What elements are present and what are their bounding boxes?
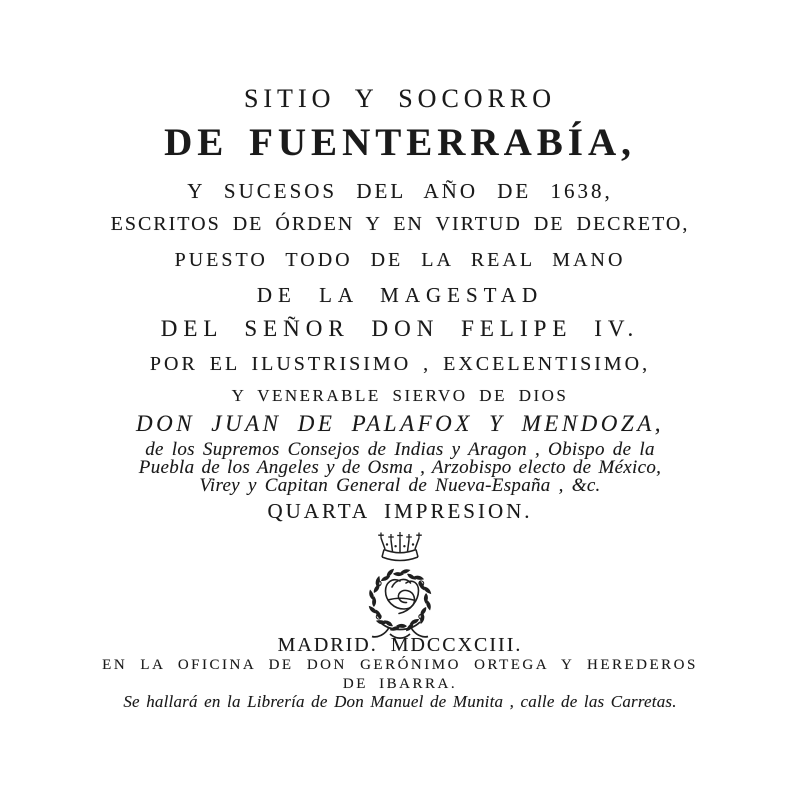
imprint-printer-line-1: EN LA OFICINA DE DON GERÓNIMO ORTEGA Y HEREDEROS <box>102 657 698 673</box>
subtitle-royal-hand-line: PUESTO TODO DE LA REAL MANO <box>174 249 626 271</box>
author-intro-line-2: Y VENERABLE SIERVO DE DIOS <box>231 386 569 405</box>
imprint-printer-line-2: DE IBARRA. <box>342 676 458 692</box>
subtitle-king-line: DEL SEÑOR DON FELIPE IV. <box>160 316 640 341</box>
printer-device-ornament <box>0 528 800 651</box>
title-line-1: SITIO Y SOCORRO <box>243 84 557 113</box>
subtitle-year-line: Y SUCESOS DEL AÑO DE 1638, <box>187 179 613 203</box>
author-titles-line-1: de los Supremos Consejos de Indias y Aragon , Obispo de la <box>145 439 655 460</box>
imprint-bookseller-line: Se hallará en la Librería de Don Manuel de Munita , calle de las Carretas. <box>123 692 677 711</box>
imprint-city-year: MADRID. MDCCXCIII. <box>277 634 523 656</box>
edition-line: QUARTA IMPRESION. <box>267 499 533 523</box>
subtitle-decree-line: ESCRITOS DE ÓRDEN Y EN VIRTUD DE DECRETO, <box>110 213 690 235</box>
author-name-line: DON JUAN DE PALAFOX Y MENDOZA, <box>135 411 664 436</box>
author-intro-line-1: POR EL ILUSTRISIMO , EXCELENTISIMO, <box>149 353 651 375</box>
crown-icon <box>378 532 422 561</box>
title-line-2: DE FUENTERRABÍA, <box>164 121 636 164</box>
subtitle-majesty-line: DE LA MAGESTAD <box>256 283 544 307</box>
monogram-icon <box>386 580 419 614</box>
author-titles-line-3: Virey y Capitan General de Nueva-España , &c. <box>199 475 601 496</box>
author-titles-line-2: Puebla de los Angeles y de Osma , Arzobispo electo de México, <box>138 457 662 478</box>
